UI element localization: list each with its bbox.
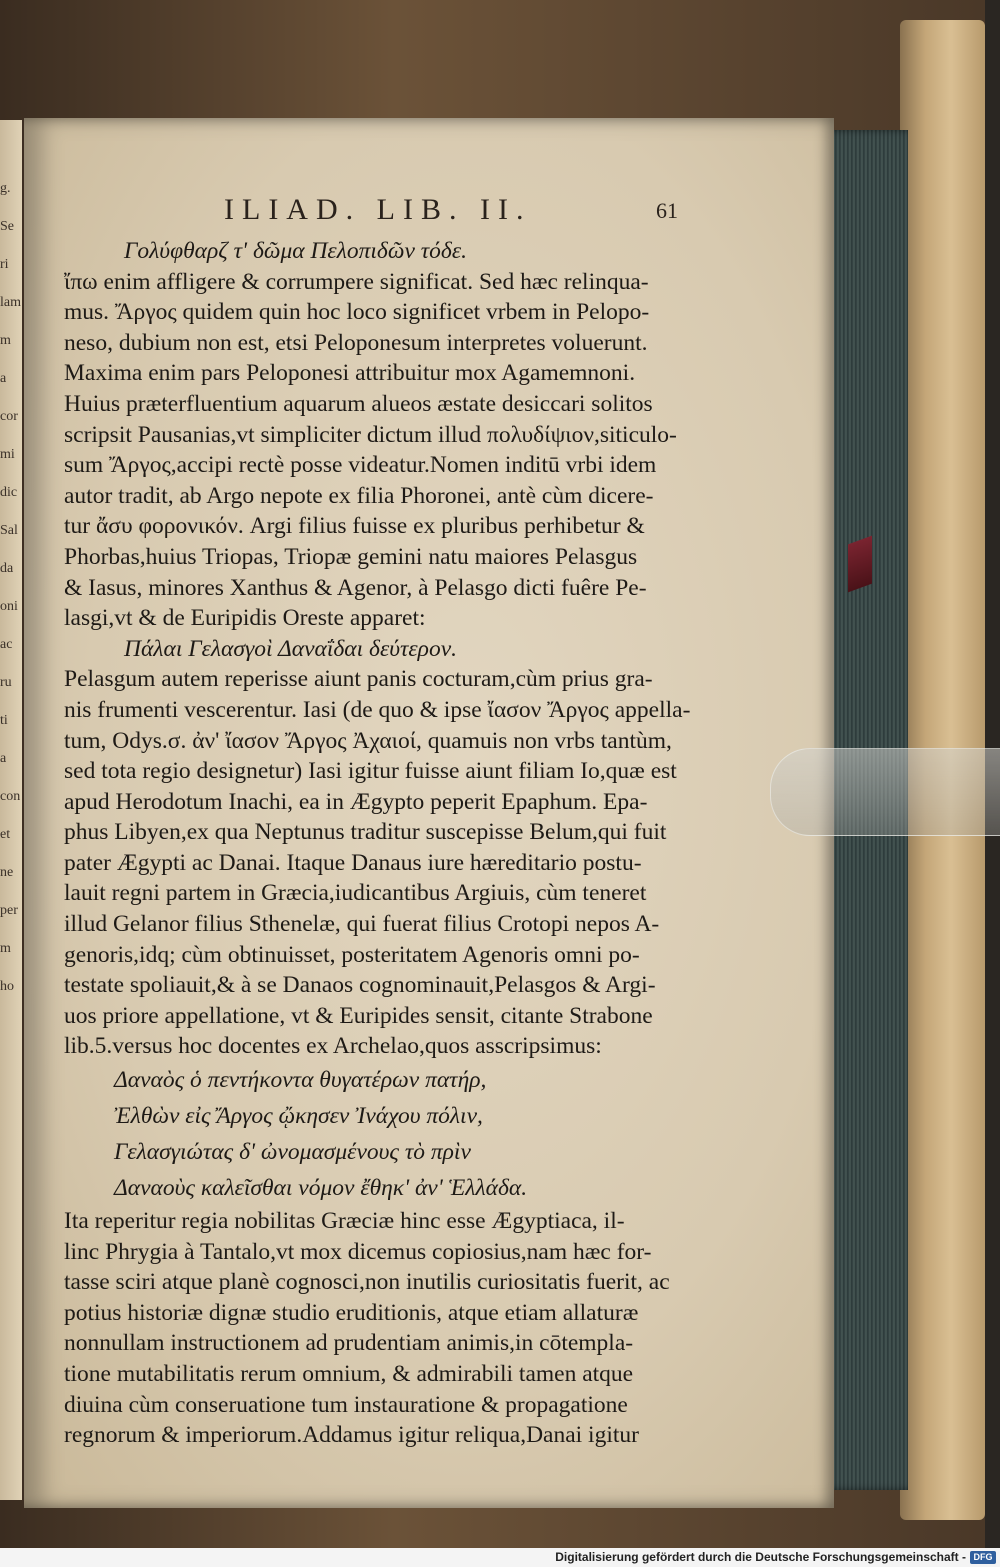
left-page-fragment: mi — [0, 447, 15, 462]
text-line: Ἐλθὼν εἰς Ἄργος ᾤκησεν Ἰνάχου πόλιν, — [114, 1103, 483, 1130]
footer-credit: Digitalisierung gefördert durch die Deutsche Forschungsgemeinschaft - — [555, 1550, 966, 1564]
text-line: Phorbas,huius Triopas, Triopæ gemini natu maiores Pelasgus — [64, 543, 638, 570]
text-line: uos priore appellatione, vt & Euripides sensit, citante Strabone — [64, 1002, 653, 1029]
left-page-fragment: ri — [0, 257, 9, 272]
text-line: ἴπω enim affligere & corrumpere significat. Sed hæc relinqua- — [64, 268, 649, 295]
text-line: sum Ἄργος,accipi rectè posse videatur.Nomen inditū vrbi idem — [64, 452, 657, 479]
text-line: lib.5.versus hoc docentes ex Archelao,quos asscripsimus: — [64, 1033, 602, 1060]
text-line: apud Herodotum Inachi, ea in Ægypto peperit Epaphum. Epa- — [64, 788, 648, 815]
text-line: testate spoliauit,& à se Danaos cognominauit,Pelasgos & Argi- — [64, 972, 656, 999]
text-line: mus. Ἄργος quidem quin hoc loco significet vrbem in Pelopo- — [64, 299, 650, 326]
left-page-fragment: con — [0, 789, 21, 804]
text-line: tur ἄσυ φορονικόν. Argi filius fuisse ex pluribus perhibetur & — [64, 513, 645, 540]
text-line: Γολύφθαρζ τ' δῶμα Πελοπιδῶν τόδε. — [124, 238, 467, 264]
ribbon-bookmark — [848, 536, 872, 593]
left-page-fragment: lam — [0, 295, 21, 310]
text-line: autor tradit, ab Argo nepote ex filia Phoronei, antè cùm dicere- — [64, 482, 654, 509]
text-line: tione mutabilitatis rerum omnium, & admirabili tamen atque — [64, 1361, 634, 1387]
text-line: linc Phrygia à Tantalo,vt mox dicemus copiosius,nam hæc for- — [64, 1238, 652, 1265]
left-page-fragment: ne — [0, 865, 14, 880]
text-line: lauit regni partem in Græcia,iudicantibus Argiuis, cùm teneret — [64, 880, 647, 907]
text-line: illud Gelanor filius Sthenelæ, qui fuerat filius Crotopi nepos A- — [64, 911, 660, 938]
text-line: genoris,idq; cùm obtinuisset, posteritatem Agenoris omni po- — [64, 941, 640, 968]
dfg-logo[interactable]: DFG — [970, 1551, 996, 1564]
page-holder-clip — [770, 748, 1000, 836]
text-line: sed tota regio designetur) Iasi igitur fuisse aiunt filiam Io,quæ est — [64, 758, 677, 785]
left-page-fragment: Sal — [0, 523, 18, 538]
text-line: diuina cùm conseruatione tum instauratione & propagatione — [64, 1391, 628, 1418]
left-page-fragment: et — [0, 827, 11, 842]
book-page — [24, 118, 834, 1508]
text-line: neso, dubium non est, etsi Peloponesum interpretes voluerunt. — [64, 329, 648, 356]
text-line: Δαναοὺς καλεῖσθαι νόμον ἔθηκ' ἀν' Ἑλλάδα. — [114, 1175, 528, 1202]
footer-bar — [0, 1548, 1000, 1567]
text-line: tum, Odys.σ. ἀν' ἴασον Ἄργος Ἀχαιοί, quamuis non vrbs tantùm, — [64, 727, 672, 754]
left-page-fragment: cor — [0, 409, 18, 424]
text-line: Γελασγιώτας δ' ὠνομασμένους τὸ πρὶν — [114, 1139, 471, 1166]
text-line: Ita reperitur regia nobilitas Græciæ hinc esse Ægyptiaca, il- — [64, 1208, 625, 1235]
left-page-fragment: da — [0, 561, 14, 576]
left-page-fragment: g. — [0, 181, 11, 196]
left-page-fragment: ru — [0, 675, 12, 690]
left-page-fragment: a — [0, 371, 7, 386]
text-line: Pelasgum autem reperisse aiunt panis cocturam,cùm prius gra- — [64, 666, 653, 693]
left-page-fragment: ac — [0, 637, 13, 652]
text-line: nonnullam instructionem ad prudentiam animis,in cōtempla- — [64, 1330, 634, 1357]
left-page-fragment: Se — [0, 219, 14, 234]
text-line: scripsit Pausanias,vt simpliciter dictum illud πολυδίψιον,siticulo- — [64, 421, 677, 448]
left-page-fragment: per — [0, 903, 18, 918]
left-page-fragments — [0, 170, 22, 1470]
left-page-fragment: dic — [0, 485, 18, 500]
left-page-fragment: a — [0, 751, 7, 766]
left-page-fragment: ho — [0, 979, 14, 994]
text-line: Πάλαι Γελασγοὶ Δαναΐδαι δεύτερον. — [124, 635, 458, 662]
page-number: 61 — [656, 198, 678, 223]
left-page-fragment: m — [0, 941, 11, 956]
text-line: tasse sciri atque planè cognosci,non inutilis curiositatis fuerit, ac — [64, 1269, 670, 1296]
left-page-fragment: oni — [0, 599, 18, 614]
running-header: ILIAD. LIB. II. — [224, 193, 532, 226]
text-line: Δαναὸς ὁ πεντήκοντα θυγατέρων πατήρ, — [114, 1067, 487, 1094]
text-line: phus Libyen,ex qua Neptunus traditur suscepisse Belum,qui fuit — [64, 819, 667, 846]
text-line: Huius præterfluentium aquarum alueos æstate desiccari solitos — [64, 390, 653, 417]
left-page-fragment: ti — [0, 713, 8, 728]
page-body-text — [64, 236, 694, 1451]
text-line: lasgi,vt & de Euripidis Oreste apparet: — [64, 605, 426, 632]
text-line: pater Ægypti ac Danai. Itaque Danaus iure hæreditario postu- — [64, 849, 642, 876]
text-line: & Iasus, minores Xanthus & Agenor, à Pelasgo dicti fuêre Pe- — [64, 574, 647, 601]
text-line: potius historiæ dignæ studio eruditionis, atque etiam allaturæ — [64, 1299, 639, 1326]
text-line: Maxima enim pars Peloponesi attribuitur mox Agamemnoni. — [64, 360, 636, 387]
text-line: regnorum & imperiorum.Addamus igitur reliqua,Danai igitur — [64, 1422, 639, 1449]
left-page-fragment: m — [0, 333, 11, 348]
text-line: nis frumenti vescerentur. Iasi (de quo & ipse ἴασον Ἄργος appella- — [64, 696, 691, 723]
